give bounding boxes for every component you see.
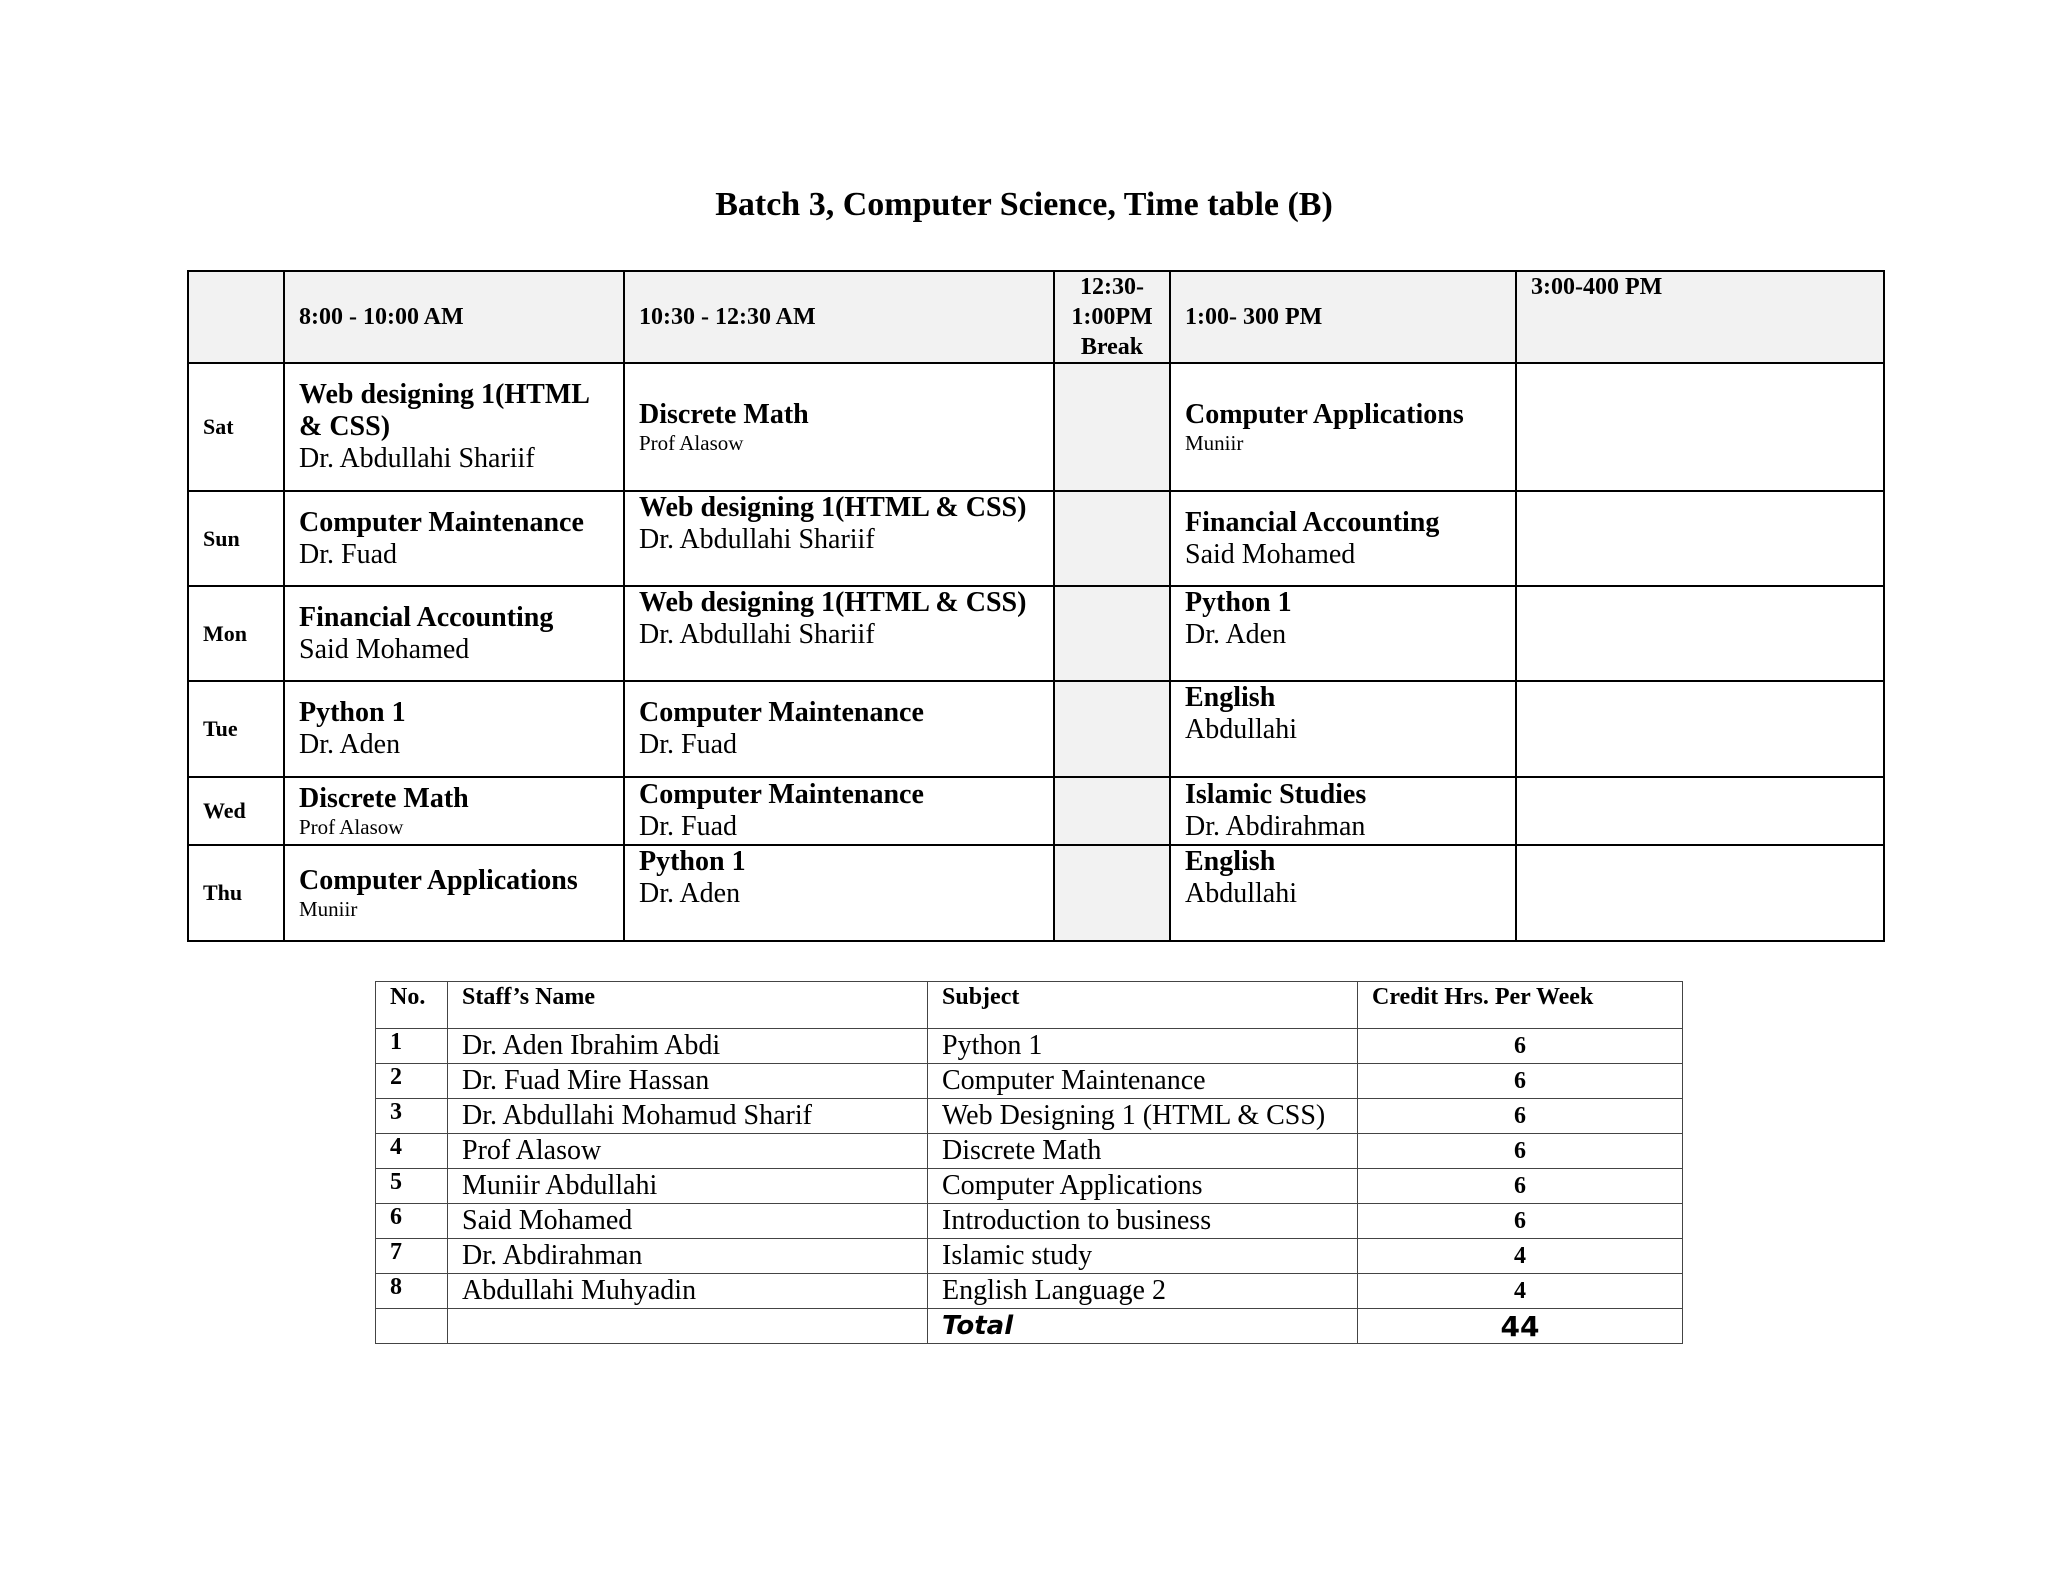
class-cell (284, 491, 624, 586)
col-header-subject: Subject (928, 982, 1358, 1029)
credit-hours: 6 (1358, 1169, 1683, 1204)
subject-name: Financial Accounting (299, 601, 554, 633)
subject-name: Python 1 (639, 846, 746, 877)
total-value: 44 (1358, 1309, 1683, 1344)
class-cell (1170, 845, 1516, 941)
subject: Islamic study (928, 1239, 1358, 1274)
break-cell (1054, 363, 1170, 491)
subject-name: Computer Maintenance (639, 697, 924, 728)
timetable (187, 270, 1885, 942)
break-header-line-2: 1:00PM (1071, 304, 1153, 330)
subject-name: Computer Applications (1185, 399, 1464, 430)
break-cell (1054, 586, 1170, 681)
credit-hours: 6 (1358, 1064, 1683, 1099)
page-title: Batch 3, Computer Science, Time table (B) (715, 186, 1333, 223)
empty-cell (376, 1309, 448, 1344)
class-cell (624, 681, 1054, 777)
day-label: Sun (188, 491, 284, 586)
subject-name: Computer Maintenance (299, 506, 584, 538)
row-number: 2 (376, 1064, 448, 1099)
subject-name: English (1185, 846, 1276, 877)
staff-name: Dr. Abdirahman (448, 1239, 928, 1274)
subject-name: Web designing 1(HTML & CSS) (639, 587, 1027, 618)
total-row (376, 1309, 1683, 1344)
teacher-name: Dr. Aden (1185, 619, 1287, 650)
class-cell (1170, 491, 1516, 586)
staff-name: Muniir Abdullahi (448, 1169, 928, 1204)
break-cell (1054, 845, 1170, 941)
table-row (376, 1274, 1683, 1309)
subject-name: Python 1 (1185, 587, 1292, 618)
break-header-line-1: 12:30- (1080, 274, 1144, 300)
subject: Computer Applications (928, 1169, 1358, 1204)
empty-cell (1516, 845, 1884, 941)
corner-cell (188, 271, 284, 363)
empty-cell (1516, 681, 1884, 777)
subject-name: Discrete Math (299, 783, 469, 814)
subject: Introduction to business (928, 1204, 1358, 1239)
staff-name: Abdullahi Muhyadin (448, 1274, 928, 1309)
teacher-name: Dr. Abdirahman (1185, 811, 1366, 842)
class-cell (284, 777, 624, 845)
teacher-name: Prof Alasow (639, 431, 744, 455)
teacher-name: Dr. Fuad (639, 729, 737, 760)
staff-header-row (376, 982, 1683, 1029)
timetable-row-mon (188, 586, 1884, 681)
class-cell (624, 491, 1054, 586)
timetable-row-tue (188, 681, 1884, 777)
empty-cell (1516, 586, 1884, 681)
slot-header-2: 10:30 - 12:30 AM (624, 271, 1054, 363)
teacher-name: Dr. Aden (299, 729, 401, 760)
staff-table (375, 981, 1683, 1344)
timetable-row-wed (188, 777, 1884, 845)
subject-name: Financial Accounting (1185, 506, 1440, 538)
break-cell (1054, 681, 1170, 777)
row-number: 4 (376, 1134, 448, 1169)
row-number: 1 (376, 1029, 448, 1064)
table-row (376, 1204, 1683, 1239)
teacher-name: Dr. Aden (639, 878, 741, 909)
table-row (376, 1064, 1683, 1099)
col-header-credit-hrs: Credit Hrs. Per Week (1358, 982, 1683, 1029)
class-cell (1170, 681, 1516, 777)
credit-hours: 6 (1358, 1204, 1683, 1239)
teacher-name: Muniir (1185, 431, 1244, 455)
teacher-name: Said Mohamed (299, 633, 470, 665)
day-label: Wed (188, 777, 284, 845)
subject-name: Python 1 (299, 697, 406, 728)
teacher-name: Dr. Abdullahi Shariif (299, 443, 535, 474)
table-row (376, 1239, 1683, 1274)
timetable-header-row (188, 271, 1884, 363)
staff-name: Dr. Fuad Mire Hassan (448, 1064, 928, 1099)
break-cell (1054, 777, 1170, 845)
col-header-no: No. (376, 982, 448, 1029)
subject-name: English (1185, 682, 1276, 713)
subject-name: Computer Maintenance (639, 779, 924, 810)
subject-name: Computer Applications (299, 865, 578, 896)
table-row (376, 1029, 1683, 1064)
slot-header-1: 8:00 - 10:00 AM (284, 271, 624, 363)
class-cell (1170, 777, 1516, 845)
staff-name: Dr. Abdullahi Mohamud Sharif (448, 1099, 928, 1134)
teacher-name: Abdullahi (1185, 714, 1297, 745)
subject-name: Discrete Math (639, 399, 809, 430)
subject: English Language 2 (928, 1274, 1358, 1309)
subject-name: Islamic Studies (1185, 779, 1367, 810)
teacher-name: Said Mohamed (1185, 538, 1356, 570)
staff-name: Prof Alasow (448, 1134, 928, 1169)
subject: Discrete Math (928, 1134, 1358, 1169)
class-cell (284, 681, 624, 777)
day-label: Thu (188, 845, 284, 941)
class-cell (1170, 586, 1516, 681)
row-number: 6 (376, 1204, 448, 1239)
subject-name: Web designing 1(HTML & CSS) (639, 492, 1027, 523)
class-cell (624, 777, 1054, 845)
row-number: 7 (376, 1239, 448, 1274)
row-number: 3 (376, 1099, 448, 1134)
col-header-staff-name: Staff’s Name (448, 982, 928, 1029)
timetable-row-sun (188, 491, 1884, 586)
class-cell (284, 363, 624, 491)
class-cell (284, 586, 624, 681)
break-header-line-3: Break (1080, 334, 1144, 360)
credit-hours: 6 (1358, 1099, 1683, 1134)
total-label: Total (928, 1309, 1358, 1344)
empty-cell (1516, 363, 1884, 491)
subject: Python 1 (928, 1029, 1358, 1064)
break-cell (1054, 491, 1170, 586)
row-number: 8 (376, 1274, 448, 1309)
empty-cell (448, 1309, 928, 1344)
teacher-name: Dr. Fuad (639, 811, 737, 842)
subject-name: Web designing 1(HTML & CSS) (299, 379, 589, 442)
teacher-name: Dr. Abdullahi Shariif (639, 524, 875, 555)
timetable-row-sat (188, 363, 1884, 491)
staff-name: Dr. Aden Ibrahim Abdi (448, 1029, 928, 1064)
table-row (376, 1169, 1683, 1204)
staff-name: Said Mohamed (448, 1204, 928, 1239)
credit-hours: 6 (1358, 1029, 1683, 1064)
subject: Web Designing 1 (HTML & CSS) (928, 1099, 1358, 1134)
teacher-name: Muniir (299, 897, 358, 921)
table-row (376, 1099, 1683, 1134)
day-label: Mon (188, 586, 284, 681)
class-cell (1170, 363, 1516, 491)
row-number: 5 (376, 1169, 448, 1204)
teacher-name: Abdullahi (1185, 878, 1297, 909)
class-cell (624, 845, 1054, 941)
empty-cell (1516, 491, 1884, 586)
class-cell (284, 845, 624, 941)
empty-cell (1516, 777, 1884, 845)
day-label: Sat (188, 363, 284, 491)
subject: Computer Maintenance (928, 1064, 1358, 1099)
day-label: Tue (188, 681, 284, 777)
credit-hours: 6 (1358, 1134, 1683, 1169)
teacher-name: Dr. Fuad (299, 538, 397, 570)
teacher-name: Dr. Abdullahi Shariif (639, 619, 875, 650)
class-cell (624, 586, 1054, 681)
credit-hours: 4 (1358, 1239, 1683, 1274)
credit-hours: 4 (1358, 1274, 1683, 1309)
timetable-row-thu (188, 845, 1884, 941)
slot-header-3: 1:00- 300 PM (1170, 271, 1516, 363)
table-row (376, 1134, 1683, 1169)
teacher-name: Prof Alasow (299, 815, 404, 839)
slot-header-4: 3:00-400 PM (1516, 271, 1884, 363)
break-header (1054, 271, 1170, 363)
class-cell (624, 363, 1054, 491)
